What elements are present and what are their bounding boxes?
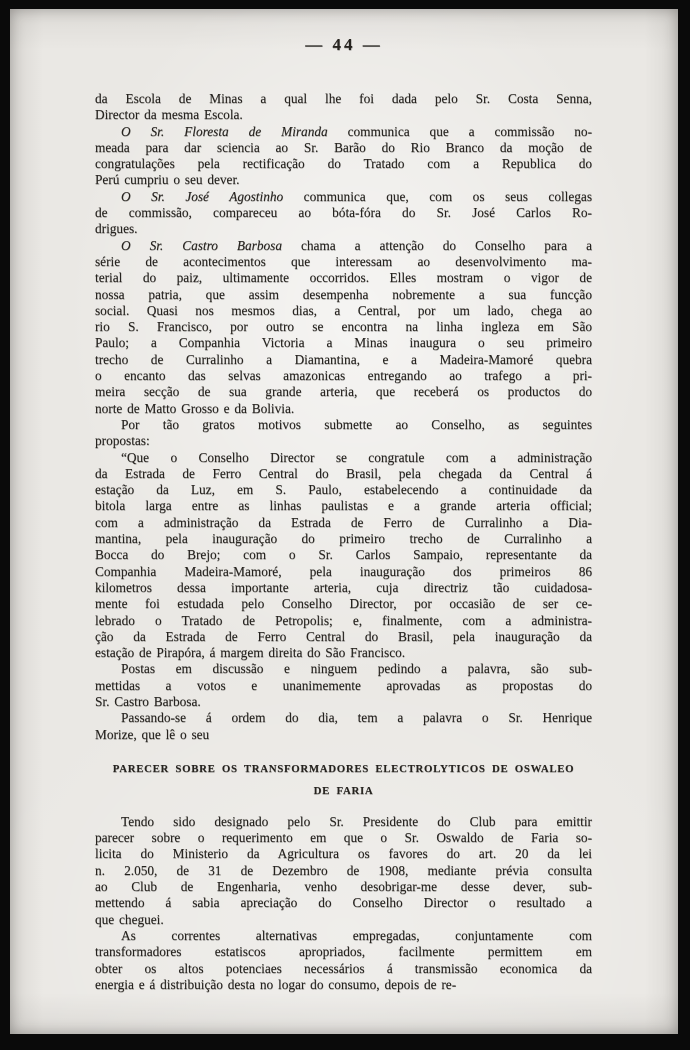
text-segment: Por tão gratos motivos submette ao Conselho, as seguintes	[121, 416, 592, 432]
text-segment: mettendo á sabia apreciação do Conselho Director o resultado a	[95, 895, 592, 911]
paragraph	[95, 450, 592, 662]
text-segment: lebrado o Tratado de Petropolis; e, finalmente, com a administra-	[95, 612, 592, 628]
speaker-name-italic: O Sr. José Agostinho	[121, 188, 284, 204]
text-line	[95, 270, 592, 286]
text-line	[95, 977, 592, 993]
paragraph	[95, 661, 592, 710]
text-line	[95, 547, 592, 563]
page-number: — 44 —	[305, 35, 383, 54]
text-line	[95, 580, 592, 596]
text-line	[95, 254, 592, 270]
speaker-name-italic: O Sr. Floresta de Miranda	[121, 123, 328, 139]
text-line	[95, 401, 592, 417]
text-line	[95, 928, 592, 944]
text-segment: obter os altos potenciaes necessários á transmissão economica da	[95, 960, 592, 976]
text-segment: norte de Matto Grosso e da Bolivia.	[95, 400, 295, 416]
text-segment: meada para dar sciencia ao Sr. Barão do Rio Branco da moção de	[95, 139, 592, 155]
text-line	[95, 961, 592, 977]
text-segment: licita do Ministerio da Agricultura os favores do art. 20 da lei	[95, 846, 592, 862]
text-segment: Sr. Castro Barbosa.	[95, 693, 201, 709]
paragraph	[95, 710, 592, 743]
text-segment: trecho de Curralinho a Diamantina, e a Madeira-Mamoré quebra	[95, 351, 592, 367]
text-segment: Tendo sido designado pelo Sr. Presidente do Club para emittir	[121, 813, 592, 829]
heading-line	[95, 758, 592, 780]
text-segment: mente foi estudada pelo Conselho Director, por occasião de ser ce-	[95, 596, 592, 612]
text-segment: bitola larga entre as linhas paulistas e a grande arteria official;	[95, 498, 592, 514]
text-segment: da Estrada de Ferro Central do Brasil, pela chegada da Central á	[95, 465, 592, 481]
text-line	[95, 368, 592, 384]
text-line	[95, 694, 592, 710]
paragraph	[95, 814, 592, 928]
text-body	[95, 91, 592, 993]
text-segment: nossa patria, que assim desempenha nobremente a sua funcção	[95, 286, 592, 302]
paragraph	[95, 238, 592, 417]
text-segment: congratulações pela rectificação do Tratado com a Republica do	[95, 156, 592, 172]
paragraph	[95, 189, 592, 238]
text-segment: PARECER SOBRE OS TRANSFORMADORES ELECTROLYTICOS DE OSWALEO	[112, 762, 575, 775]
text-segment: Passando-se á ordem do dia, tem a palavra o Sr. Henrique	[121, 710, 592, 726]
text-line	[95, 863, 592, 879]
text-line	[95, 912, 592, 928]
text-segment: kilometros dessa importante arteria, cuja directriz tão cuidadosa-	[95, 579, 592, 595]
text-line	[95, 515, 592, 531]
text-segment: parecer sobre o requerimento em que o Sr. Oswaldo de Faria so-	[95, 830, 592, 846]
text-line	[95, 678, 592, 694]
text-segment: de commissão, compareceu ao bóta-fóra do Sr. José Carlos Ro-	[95, 205, 592, 221]
text-segment: o encanto das selvas amazonicas entregando ao trafego a pri-	[95, 368, 592, 384]
text-line	[95, 156, 592, 172]
text-line	[95, 645, 592, 661]
text-segment: propostas:	[95, 433, 150, 449]
text-segment: transformadores estatiscos apropriados, facilmente permittem em	[95, 944, 592, 960]
text-line	[95, 846, 592, 862]
text-segment: communica que, com os seus collegas	[283, 188, 593, 204]
text-line	[95, 91, 592, 107]
text-line	[95, 124, 592, 140]
text-line	[95, 205, 592, 221]
text-line	[95, 287, 592, 303]
text-segment: Postas em discussão e ninguem pedindo a palavra, são sub-	[121, 661, 592, 677]
text-line	[95, 661, 592, 677]
text-line	[95, 466, 592, 482]
text-line	[95, 352, 592, 368]
text-segment: rio S. Francisco, por outro se encontra na linha ingleza em São	[95, 319, 592, 335]
text-line	[95, 189, 592, 205]
text-line	[95, 727, 592, 743]
text-segment: drigues.	[95, 221, 138, 237]
text-line	[95, 450, 592, 466]
text-segment: terial do paiz, ultimamente occorridos. Elles mostram o vigor de	[95, 270, 592, 286]
text-segment: ção da Estrada de Ferro Central do Brasil, pela inauguração da	[95, 628, 592, 644]
text-segment: estação da Luz, em S. Paulo, estabelecendo a continuidade da	[95, 482, 592, 498]
text-line	[95, 814, 592, 830]
text-line	[95, 172, 592, 188]
text-segment: communica que a commissão no-	[327, 123, 592, 139]
text-segment: Companhia Madeira-Mamoré, pela inauguração dos primeiros 86	[95, 563, 592, 579]
document-page	[10, 9, 678, 1034]
paragraph	[95, 417, 592, 450]
text-segment: estação de Pirapóra, á margem direita do São Francisco.	[95, 645, 406, 661]
text-line	[95, 531, 592, 547]
text-segment: Morize, que lê o seu	[95, 726, 210, 742]
text-line	[95, 303, 592, 319]
text-line	[95, 238, 592, 254]
text-line	[95, 596, 592, 612]
text-segment: mantina, pela inauguração do primeiro trecho de Curralinho a	[95, 531, 592, 547]
text-line	[95, 384, 592, 400]
text-segment: mettidas a votos e unanimemente aprovadas as propostas do	[95, 677, 592, 693]
text-line	[95, 879, 592, 895]
text-line	[95, 498, 592, 514]
text-segment: “Que o Conselho Director se congratule com a administração	[121, 449, 592, 465]
text-line	[95, 830, 592, 846]
section-heading	[95, 758, 592, 802]
text-line	[95, 417, 592, 433]
paragraph	[95, 928, 592, 993]
text-segment: As correntes alternativas empregadas, conjuntamente com	[121, 927, 592, 943]
text-line	[95, 710, 592, 726]
text-segment: Paulo; a Companhia Victoria a Minas inaugura o seu primeiro	[95, 335, 592, 351]
text-line	[95, 335, 592, 351]
text-line	[95, 319, 592, 335]
text-segment: energia e á distribuição desta no logar do consumo, depois de re-	[95, 976, 457, 992]
text-segment: social. Quasi nos mesmos dias, a Central, por um lado, chega ao	[95, 302, 592, 318]
text-line	[95, 564, 592, 580]
text-line	[95, 944, 592, 960]
text-segment: que cheguei.	[95, 911, 164, 927]
text-line	[95, 140, 592, 156]
text-segment: chama a attenção do Conselho para a	[281, 237, 592, 253]
text-segment: ao Club de Engenharia, venho desobrigar-me desse dever, sub-	[95, 879, 592, 895]
text-line	[95, 613, 592, 629]
text-segment: da Escola de Minas a qual lhe foi dada pelo Sr. Costa Senna,	[95, 91, 592, 106]
text-line	[95, 221, 592, 237]
text-segment: meira secção de sua grande arteria, que receberá os productos do	[95, 384, 592, 400]
speaker-name-italic: O Sr. Castro Barbosa	[121, 237, 282, 253]
text-line	[95, 482, 592, 498]
text-segment: série de acontecimentos que interessam ao desenvolvimento ma-	[95, 253, 592, 269]
paragraph	[95, 124, 592, 189]
text-line	[95, 433, 592, 449]
text-segment: DE FARIA	[313, 784, 374, 797]
heading-line	[95, 780, 592, 802]
paragraph	[95, 91, 592, 124]
text-segment: Director da mesma Escola.	[95, 107, 243, 123]
text-segment: n. 2.050, de 31 de Dezembro de 1908, mediante prévia consulta	[95, 862, 592, 878]
text-line	[95, 629, 592, 645]
text-segment: com a administração da Estrada de Ferro de Curralinho a Dia-	[95, 514, 592, 530]
text-segment: Perú cumpriu o seu dever.	[95, 172, 240, 188]
text-segment: Bocca do Brejo; com o Sr. Carlos Sampaio, representante da	[95, 547, 592, 563]
text-line	[95, 107, 592, 123]
text-line	[95, 895, 592, 911]
